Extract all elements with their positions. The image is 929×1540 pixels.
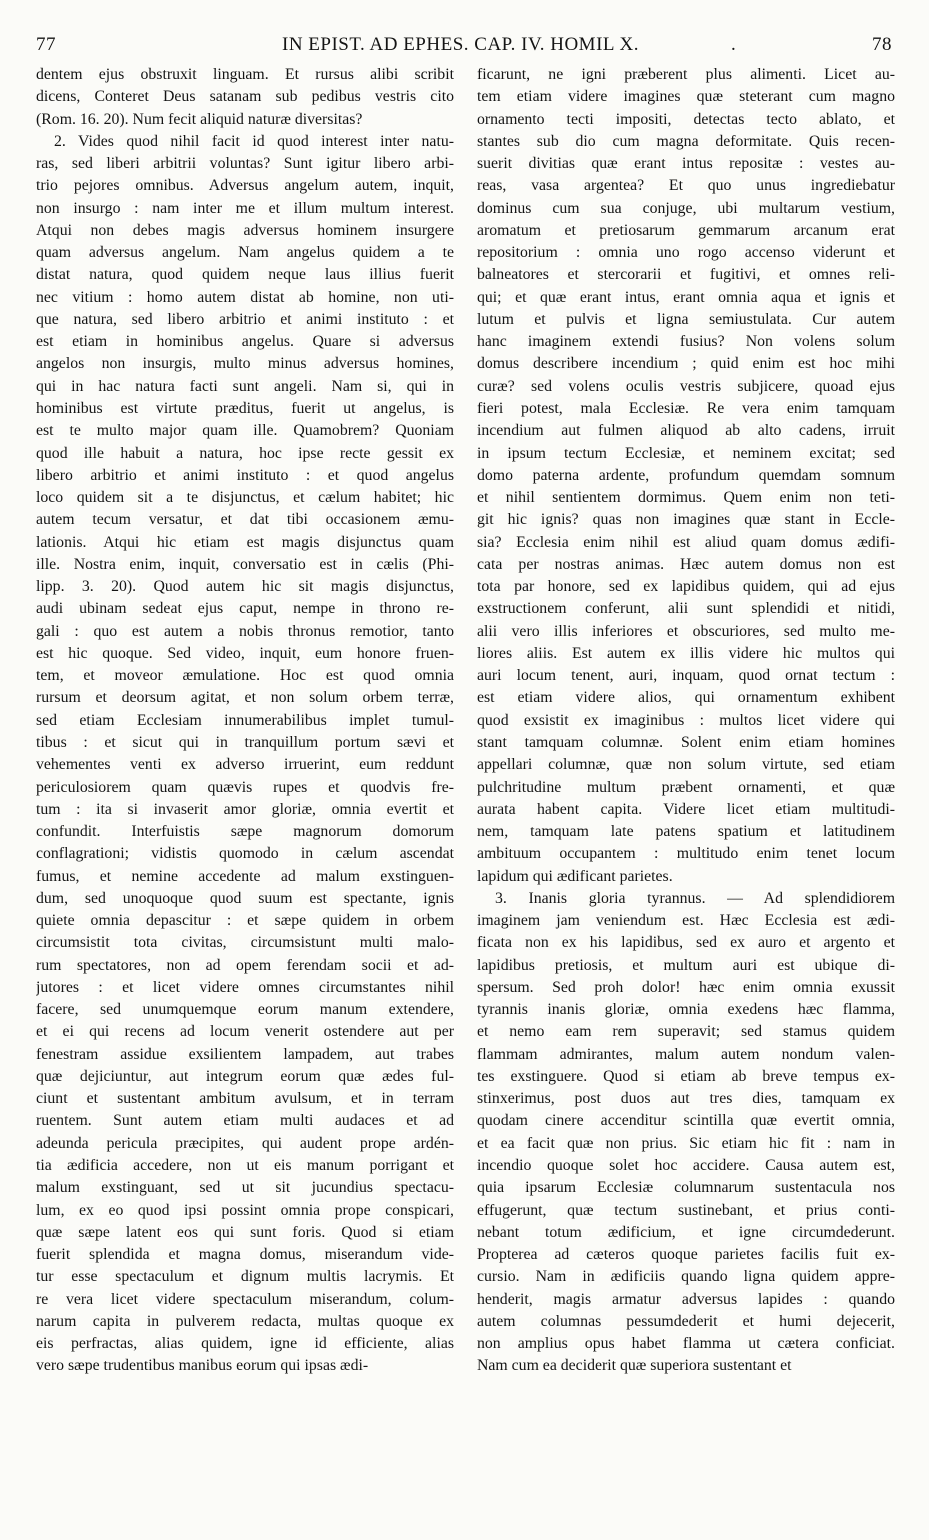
text-line: henderit, magis armatur adversus lapides : quando bbox=[477, 1290, 895, 1308]
text-line: incendio quoque solet hoc accidere. Causa autem est, bbox=[477, 1157, 895, 1175]
text-line: vero sæpe trudentibus manibus eorum qui ipsas ædi- bbox=[36, 1357, 369, 1375]
text-line: aurata habent capita. Videre licet etiam multitudi- bbox=[477, 800, 895, 818]
text-line: nem, tamquam late patens spatium et latitudinem bbox=[477, 823, 895, 841]
text-line: ille. Nostra enim, inquit, conversatio est in cælis (Phi- bbox=[36, 555, 454, 573]
page-number-right: 78 bbox=[872, 34, 892, 55]
text-line: fenestram assidue exsilientem lampadem, aut trabes bbox=[36, 1045, 454, 1063]
text-line: tum : ita si invaserit amor gloriæ, omnia evertit et bbox=[36, 800, 454, 818]
text-line: cursio. Nam in ædificiis quando ligna quidem appre- bbox=[477, 1268, 895, 1286]
text-line: balneatores et stercorarii et fugitivi, et omnes reli- bbox=[477, 266, 895, 284]
header-dot: . bbox=[731, 34, 737, 55]
text-line: audi ubinam sedeat ejus caput, nempe in throno re- bbox=[36, 600, 454, 618]
text-line: qui in hac natura facti sunt angeli. Nam si, qui in bbox=[36, 377, 454, 395]
text-line: lum, ex eo quod ipsi possint omnia prope conspicari, bbox=[36, 1201, 454, 1219]
text-line: dicens, Conteret Deus satanam sub pedibus vestris cito bbox=[36, 88, 454, 106]
text-line: fumus, et nemine accedente ad malum exstinguen- bbox=[36, 867, 454, 885]
text-line: stantes sub dio cum magna deformitate. Quis recen- bbox=[477, 132, 895, 150]
text-line: repositorium : omnia uno rogo accenso viderunt et bbox=[477, 244, 895, 262]
text-line: rursum et deorsum agitat, et non solum orbem terræ, bbox=[36, 689, 454, 707]
text-line: non insurgo : nam inter me et illum multum interest. bbox=[36, 199, 454, 217]
text-line: effugerunt, quæ tectum sustinebant, et prius conti- bbox=[477, 1201, 895, 1219]
text-line: lutum et pulvis et ligna semiustulata. Cur autem bbox=[477, 310, 895, 328]
text-line: nec vitium : homo autem distat ab homine, non uti- bbox=[36, 288, 454, 306]
text-line: incendium aut fulmen aliquod ab alto cadens, irruit bbox=[477, 422, 895, 440]
text-line: exstructionem conferunt, alii sunt splendidi et nitidi, bbox=[477, 600, 895, 618]
text-line: appellari columnæ, quæ non solum virtute, sed etiam bbox=[477, 756, 895, 774]
text-line: et ei qui recens ad locum venerit ostendere aut per bbox=[36, 1023, 454, 1041]
text-line: stant tamquam columnæ. Solent enim etiam homines bbox=[477, 733, 895, 751]
text-line: ciunt et sustentant ambitum avulsum, et in terram bbox=[36, 1090, 454, 1108]
text-line: et nemo eam rem superavit; sed stamus quidem bbox=[477, 1023, 895, 1041]
text-line: angelos non insurgis, multo minus adversus homines, bbox=[36, 355, 454, 373]
text-line: trio pejores omnibus. Adversus angelum autem, inquit, bbox=[36, 177, 454, 195]
text-line: quiete omnia depascitur : et sæpe quidem in orbem bbox=[36, 912, 454, 930]
text-line: auri locum tenent, auri, inquam, quod ornat tectum : bbox=[477, 667, 895, 685]
text-line: et ea facit quæ non prius. Sic etiam hic fit : nam in bbox=[477, 1134, 895, 1152]
text-line: lationis. Atqui hic etiam est magis disjunctus quam bbox=[36, 533, 454, 551]
text-line: dum, sed unoquoque quod suum est spectante, ignis bbox=[36, 889, 454, 907]
text-line: liores aliis. Est autem ex illis videre hic multos qui bbox=[477, 644, 895, 662]
text-line: quod exsistit ex imaginibus : multos licet videre qui bbox=[477, 711, 895, 729]
text-line: fieri potest, mala Ecclesiæ. Re vera enim tamquam bbox=[477, 399, 895, 417]
text-line: tem, et moveor æmulatione. Hoc est quod omnia bbox=[36, 667, 454, 685]
text-line: qui; et quæ erant intus, erant omnia aqua et ignis et bbox=[477, 288, 895, 306]
text-line: stinxerimus, post duos aut tres dies, tamquam ex bbox=[477, 1090, 895, 1108]
text-line: ornamento tecti impositi, detectas tecto ablato, et bbox=[477, 110, 895, 128]
text-line: quæ dejiciuntur, aut integrum eorum quæ ædes ful- bbox=[36, 1067, 454, 1085]
text-line: re vera licet videre spectaculum miserandum, colum- bbox=[36, 1290, 454, 1308]
text-line: in ipsum tectum Ecclesiæ, et neminem excitat; sed bbox=[477, 444, 895, 462]
text-line: alii vero illis inferiores et obscuriores, sed multo me- bbox=[477, 622, 895, 640]
text-line: quia ipsarum Ecclesiæ columnarum sustentacula nos bbox=[477, 1179, 895, 1197]
text-line: imaginem jam veniendum est. Hæc Ecclesia est ædi- bbox=[477, 912, 895, 930]
text-line: domus describere incendium ; quid enim est hoc mihi bbox=[477, 355, 895, 373]
text-line: (Rom. 16. 20). Num fecit aliquid naturæ diversitas? bbox=[36, 110, 363, 128]
text-line: quodam cinere accenditur scintilla quæ evertit omnia, bbox=[477, 1112, 895, 1130]
text-line: lapidum qui ædificant parietes. bbox=[477, 867, 673, 885]
text-line: sed etiam Ecclesiam innumerabilibus implet tumul- bbox=[36, 711, 454, 729]
text-line: circumsistit tota civitas, circumsistunt multi malo- bbox=[36, 934, 454, 952]
text-line: tur esse spectaculum et dignum multis lacrymis. Et bbox=[36, 1268, 454, 1286]
text-line: suerit divitias quæ erant intus repositæ : vestes au- bbox=[477, 155, 895, 173]
text-line: periculosiorem quam quævis rupes et quodvis fre- bbox=[36, 778, 454, 796]
text-line: quam adversus angelum. Nam angelus quidem a te bbox=[36, 244, 454, 262]
text-line: tibus : et sicut qui in tranquillum portum sævi et bbox=[36, 733, 454, 751]
text-line: non amplius opus habet flamma ut cætera conficiat. bbox=[477, 1335, 895, 1353]
text-line: sia? Ecclesia enim nihil est aliud quam domus ædifi- bbox=[477, 533, 895, 551]
text-line: que natura, sed libero arbitrio et animi instituto : et bbox=[36, 310, 454, 328]
text-line: fuerit splendida et magna domus, miserandum vide- bbox=[36, 1246, 454, 1264]
text-line: hominibus est virtute præditus, fuerit ut angelus, is bbox=[36, 399, 454, 417]
text-line: tem etiam videre imagines quæ steterant cum magno bbox=[477, 88, 895, 106]
text-line: est etiam videre alios, qui ornamentum exhibent bbox=[477, 689, 895, 707]
text-line: conflagrationi; vidistis quomodo in cælum ascendat bbox=[36, 845, 454, 863]
text-line: tia ædificia accedere, non ut eis manum porrigant et bbox=[36, 1157, 454, 1175]
text-line: libero arbitrio et animi instituto : et quod angelus bbox=[36, 466, 454, 484]
text-line: pulchritudine multum præbent ornamenti, et quæ bbox=[477, 778, 895, 796]
text-line: ficarunt, ne igni præberent plus alimenti. Licet au- bbox=[477, 66, 895, 83]
text-line: adeunda pericula præcipites, qui audent prope ardén- bbox=[36, 1134, 454, 1152]
text-line: curæ? sed volens oculis vestris subjicere, quoad ejus bbox=[477, 377, 895, 395]
text-line: vehementes venti ex adverso irruerint, eum reddunt bbox=[36, 756, 454, 774]
text-line: autem tecum versatur, et dat tibi occasionem æmu- bbox=[36, 511, 454, 529]
text-line: ruentem. Sunt autem etiam multi audaces et ad bbox=[36, 1112, 454, 1130]
text-line: malum exstinguant, sed ut sit jucundius spectacu- bbox=[36, 1179, 454, 1197]
text-line: nebant totum ædificium, et igne circumdederunt. bbox=[477, 1223, 895, 1241]
text-line: git hic ignis? quas non imagines quæ stant in Eccle- bbox=[477, 511, 895, 529]
text-line: gali : quo est autem a nobis thronus remotior, tanto bbox=[36, 622, 454, 640]
left-column bbox=[36, 64, 454, 1378]
text-line: 2. Vides quod nihil facit id quod interest inter natu- bbox=[54, 132, 454, 150]
text-line: flammam admirantes, malum autem nondum valen- bbox=[477, 1045, 895, 1063]
text-line: hanc imaginem extendi fusius? Non volens solum bbox=[477, 333, 895, 351]
text-line: narum capita in pulverem redacta, multas quoque ex bbox=[36, 1312, 454, 1330]
page-number-left: 77 bbox=[36, 34, 56, 55]
text-line: facere, sed unumquemque eorum manum extendere, bbox=[36, 1001, 454, 1019]
text-line: ras, sed liberi arbitrii voluntas? Sunt igitur libero arbi- bbox=[36, 155, 454, 173]
text-line: ficata non ex his lapidibus, sed ex auro et argento et bbox=[477, 934, 895, 952]
running-title: IN EPIST. AD EPHES. CAP. IV. HOMIL X. bbox=[282, 34, 640, 55]
text-line: tota par honore, sed ex lapidibus quidem, qui ad ejus bbox=[477, 578, 895, 596]
text-line: et nihil sentientem dormimus. Quem enim non teti- bbox=[477, 489, 895, 507]
text-line: est te multo major quam ille. Quamobrem? Quoniam bbox=[36, 422, 454, 440]
right-column bbox=[477, 64, 895, 1378]
text-line: distat natura, quod quidem neque laus illius fuerit bbox=[36, 266, 454, 284]
text-line: quæ sæpe latent eos qui sunt foris. Quod si etiam bbox=[36, 1223, 454, 1241]
text-line: tyrannis inanis gloriæ, omnia exedens hæc flamma, bbox=[477, 1001, 895, 1019]
text-line: Nam cum ea deciderit quæ superiora sustentant et bbox=[477, 1357, 792, 1375]
text-line: dentem ejus obstruxit linguam. Et rursus alibi scribit bbox=[36, 66, 454, 83]
text-line: quod ille habuit a natura, hoc ipse recte gessit ex bbox=[36, 444, 454, 462]
text-line: Propterea ad cæteros quoque parietes facilis fuit ex- bbox=[477, 1246, 895, 1264]
text-line: autem columnas pessumdederit et humi dejecerit, bbox=[477, 1312, 895, 1330]
text-line: loco quidem sit a te disjunctus, et cælum habitet; hic bbox=[36, 489, 454, 507]
text-line: tes exstinguere. Quod si etiam ab breve tempus ex- bbox=[477, 1067, 895, 1085]
text-line: reas, vasa argentea? Et quo unus ingrediebatur bbox=[477, 177, 895, 195]
running-header bbox=[0, 34, 929, 60]
text-line: eis perfractas, alias quidem, igne id efficiente, alias bbox=[36, 1335, 454, 1353]
text-line: confundit. Interfuistis sæpe magnorum domorum bbox=[36, 823, 454, 841]
text-line: ambituum occupantem : multitudo enim tenet locum bbox=[477, 845, 895, 863]
text-line: domo paterna ardente, profundum quemdam somnum bbox=[477, 466, 895, 484]
text-line: Atqui non debes magis adversus hominem insurgere bbox=[36, 221, 454, 239]
text-line: jutores : et licet videre omnes circumstantes nihil bbox=[36, 978, 454, 996]
text-line: lipp. 3. 20). Quod autem hic sit magis disjunctus, bbox=[36, 578, 454, 596]
text-line: spersum. Sed proh dolor! hæc enim omnia exussit bbox=[477, 978, 895, 996]
text-line: est hic quoque. Sed video, inquit, eum honore fruen- bbox=[36, 644, 454, 662]
text-line: aromatum et pretiosarum gemmarum arcanum erat bbox=[477, 221, 895, 239]
text-line: rum spectatores, non ad opem ferendam socii et ad- bbox=[36, 956, 454, 974]
text-line: cata per nostras animas. Hæc autem domus non est bbox=[477, 555, 895, 573]
text-line: est etiam in hominibus angelus. Quare si adversus bbox=[36, 333, 454, 351]
text-line: 3. Inanis gloria tyrannus. — Ad splendidiorem bbox=[495, 889, 895, 907]
text-line: lapidibus pretiosis, et multum auri est ubique di- bbox=[477, 956, 895, 974]
text-line: dominus cum sua conjuge, ubi multarum vestium, bbox=[477, 199, 895, 217]
